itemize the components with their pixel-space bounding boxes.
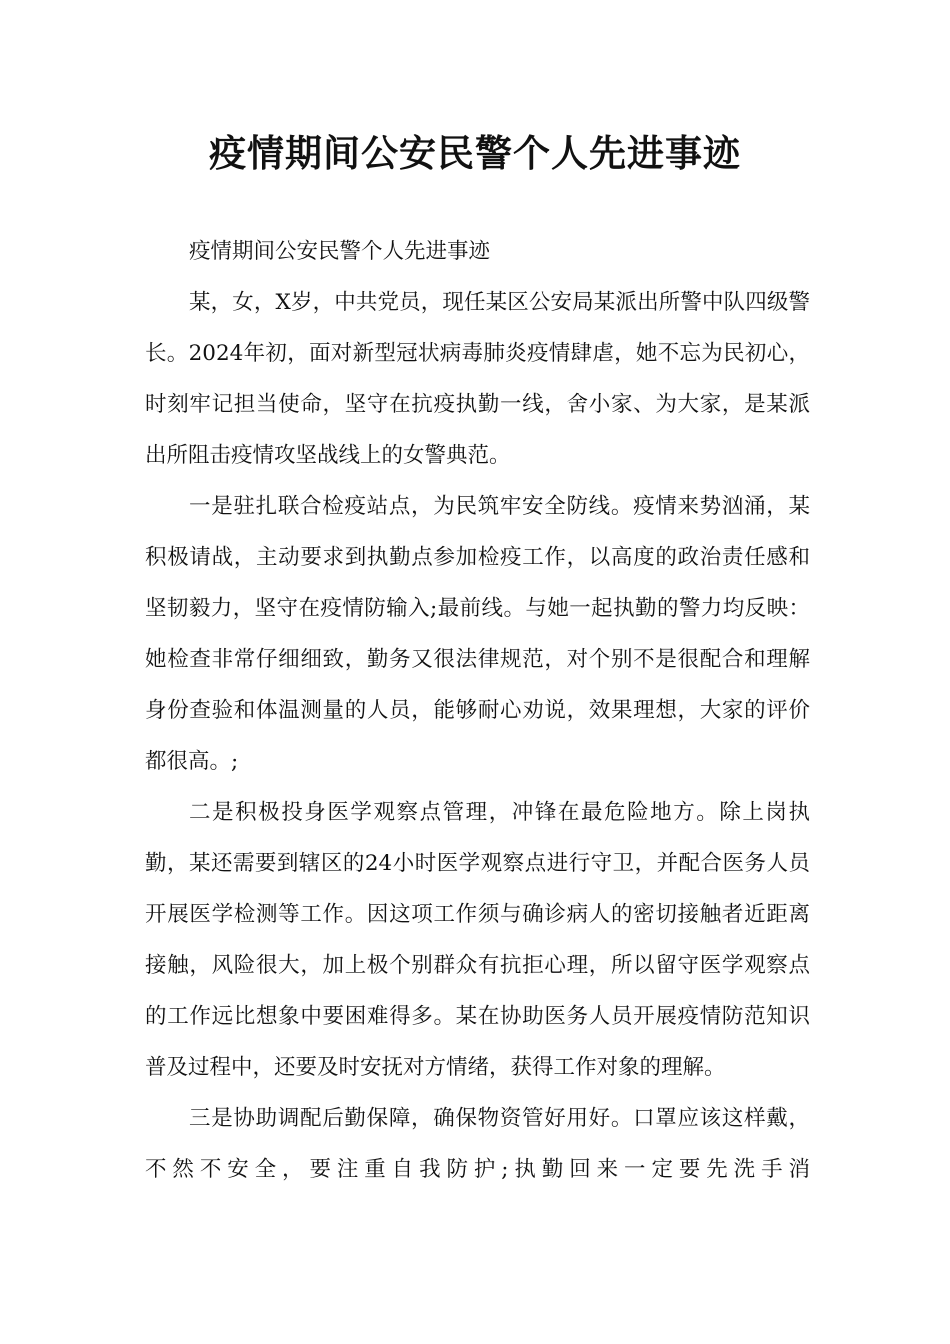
paragraph-logistics: 三是协助调配后勤保障，确保物资管好用好。口罩应该这样戴，不然不安全，要注重自我防护;执勤回来一定要先洗手消 <box>145 1106 810 1182</box>
paragraph-intro: 某，女，X岁，中共党员，现任某区公安局某派出所警中队四级警长。2024年初，面对新型冠状病毒肺炎疫情肆虐，她不忘为民初心，时刻牢记担当使命，坚守在抗疫执勤一线，舍小家、为大家，是某派出所阻击疫情攻坚战线上的女警典范。 <box>145 290 810 468</box>
paragraph-observation-point: 二是积极投身医学观察点管理，冲锋在最危险地方。除上岗执勤，某还需要到辖区的24小时医学观察点进行守卫，并配合医务人员开展医学检测等工作。因这项工作须与确诊病人的密切接触者近距离接触，风险很大，加上极个别群众有抗拒心理，所以留守医学观察点的工作远比想象中要困难得多。某在协助医务人员开展疫情防范知识普及过程中，还要及时安抚对方情绪，获得工作对象的理解。 <box>145 800 810 1080</box>
document-title: 疫情期间公安民警个人先进事迹 <box>209 131 741 175</box>
paragraph-checkpoint: 一是驻扎联合检疫站点，为民筑牢安全防线。疫情来势汹涌，某积极请战，主动要求到执勤点参加检疫工作，以高度的政治责任感和坚韧毅力，坚守在疫情防输入;最前线。与她一起执勤的警力均反映：她检查非常仔细细致，勤务又很法律规范，对个别不是很配合和理解身份查验和体温测量的人员，能够耐心劝说，效果理想，大家的评价都很高。; <box>145 494 810 774</box>
document-subtitle: 疫情期间公安民警个人先进事迹 <box>189 239 491 264</box>
document-body <box>145 226 810 1195</box>
